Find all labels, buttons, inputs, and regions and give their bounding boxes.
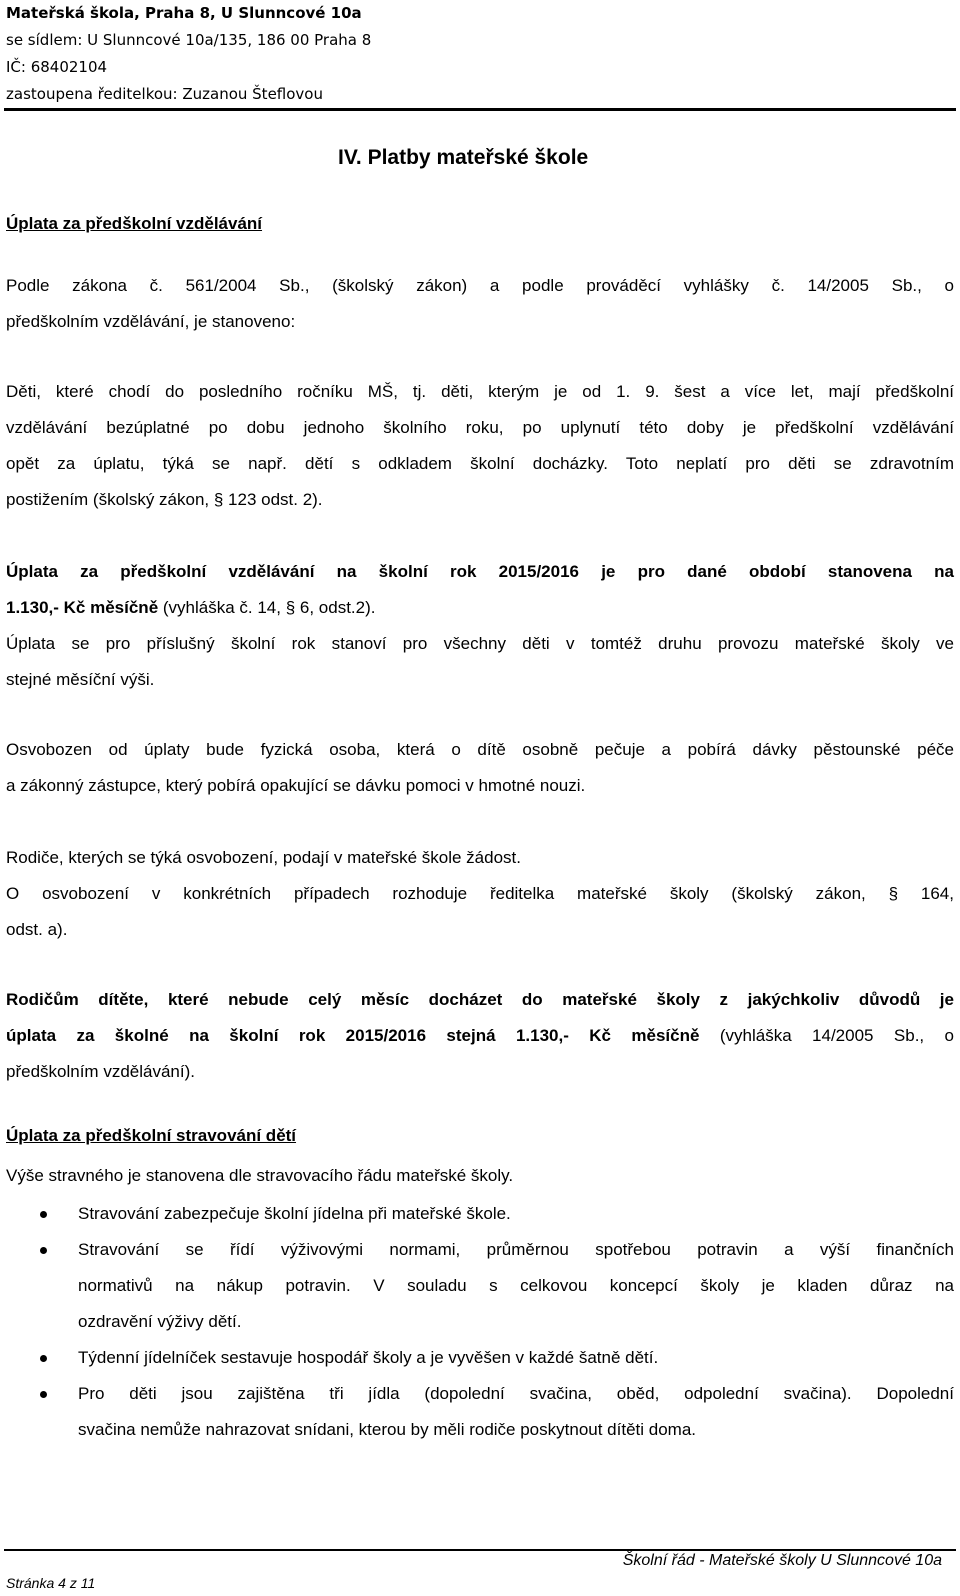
bullet-icon [40, 1355, 47, 1362]
text-line: Stravování zabezpečuje školní jídelna při mateřské škole. [78, 1204, 511, 1223]
text-line: předškolním vzdělávání, je stanoveno: [6, 312, 296, 331]
tuition-reference: (vyhláška č. 14, § 6, odst.2). [158, 598, 376, 617]
paragraph-meals-intro [6, 1158, 954, 1194]
text-line: Týdenní jídelníček sestavuje hospodář školy a je vyvěšen v každé šatně dětí. [78, 1348, 659, 1367]
text-line: opět za úplatu, týká se např. dětí s odkladem školní docházky. Toto neplatí pro děti se zdravotním [6, 454, 954, 473]
text-line: Rodičům dítěte, které nebude celý měsíc docházet do mateřské školy z jakýchkoliv důvodů je [6, 990, 954, 1009]
list-item [6, 1376, 954, 1448]
text-line: stejné měsíční výši. [6, 670, 155, 689]
text-line: Podle zákona č. 561/2004 Sb., (školský zákon) a podle prováděcí vyhlášky č. 14/2005 Sb., o [6, 276, 954, 295]
section-heading-tuition: Úplata za předškolní vzdělávání [6, 214, 263, 233]
text-line: Úplata se pro příslušný školní rok stanoví pro všechny děti v tomtéž druhu provozu mateřské školy ve [6, 634, 954, 653]
list-item [6, 1196, 954, 1232]
school-director: zastoupena ředitelkou: Zuzanou Šteflovou [6, 85, 323, 103]
text-line: Úplata za předškolní vzdělávání na školní rok 2015/2016 je pro dané období stanovena na [6, 562, 954, 581]
school-name: Mateřská škola, Praha 8, U Slunncové 10a [6, 4, 362, 22]
text-line: ozdravění výživy dětí. [78, 1312, 242, 1331]
footer-document-title: Školní řád - Mateřské školy U Slunncové 10a [622, 1552, 942, 1569]
section-heading-meals: Úplata za předškolní stravování dětí [6, 1126, 297, 1145]
paragraph-absence [6, 982, 954, 1090]
tuition-amount: 1.130,- Kč měsíčně [6, 598, 159, 617]
meals-bullet-list [6, 1196, 954, 1448]
text-line: Rodiče, kterých se týká osvobození, podají v mateřské škole žádost. [6, 848, 521, 867]
paragraph-law [6, 268, 954, 340]
text-line: a zákonný zástupce, který pobírá opakující se dávku pomoci v hmotné nouzi. [6, 776, 586, 795]
paragraph-tuition-same [6, 626, 954, 698]
letterhead [6, 0, 956, 108]
paragraph-exemption-last-year [6, 374, 954, 518]
paragraph-director-decides [6, 876, 954, 948]
absence-reference: (vyhláška 14/2005 Sb., o [699, 1026, 954, 1045]
text-line: vzdělávání bezúplatné po dobu jednoho školního roku, po uplynutí této doby je předškolní vzdělávání [6, 418, 954, 437]
school-ico: IČ: 68402104 [6, 58, 108, 76]
absence-amount: úplata za školné na školní rok 2015/2016 stejná 1.130,- Kč měsíčně [6, 1026, 700, 1045]
bullet-icon [40, 1247, 47, 1254]
text-line: normativů na nákup potravin. V souladu s celkovou koncepcí školy je kladen důraz na [78, 1276, 954, 1295]
footer-divider [4, 1549, 956, 1551]
list-item [6, 1232, 954, 1340]
paragraph-request [6, 840, 954, 876]
chapter-title: IV. Platby mateřské škole [338, 146, 589, 169]
text-line: Pro děti jsou zajištěna tři jídla (dopolední svačina, oběd, odpolední svačina). Dopolední [78, 1384, 954, 1403]
text-line: odst. a). [6, 920, 68, 939]
page-number: Stránka 4 z 11 [6, 1575, 96, 1591]
text-line: svačina nemůže nahrazovat snídani, kterou by měli rodiče poskytnout dítěti doma. [78, 1420, 697, 1439]
school-address: se sídlem: U Slunncové 10a/135, 186 00 Praha 8 [6, 31, 372, 49]
text-line: Osvobozen od úplaty bude fyzická osoba, která o dítě osobně pečuje a pobírá dávky pěstounské péče [6, 740, 954, 759]
bullet-icon [40, 1391, 47, 1398]
header-divider [4, 108, 956, 111]
list-item [6, 1340, 954, 1376]
bullet-icon [40, 1211, 47, 1218]
text-line: postižením (školský zákon, § 123 odst. 2). [6, 490, 323, 509]
text-line [6, 590, 954, 626]
text-line: Stravování se řídí výživovými normami, průměrnou spotřebou potravin a výší finančních [78, 1240, 954, 1259]
paragraph-exempt-persons [6, 732, 954, 804]
text-line: O osvobození v konkrétních případech rozhoduje ředitelka mateřské školy (školský zákon, § 164, [6, 884, 954, 903]
text-line [6, 1018, 954, 1054]
paragraph-tuition-amount [6, 554, 954, 626]
text-line: Výše stravného je stanovena dle stravovacího řádu mateřské školy. [6, 1166, 514, 1185]
text-line: předškolním vzdělávání). [6, 1062, 195, 1081]
text-line: Děti, které chodí do posledního ročníku MŠ, tj. děti, kterým je od 1. 9. šest a více let, mají předškolní [6, 382, 954, 401]
